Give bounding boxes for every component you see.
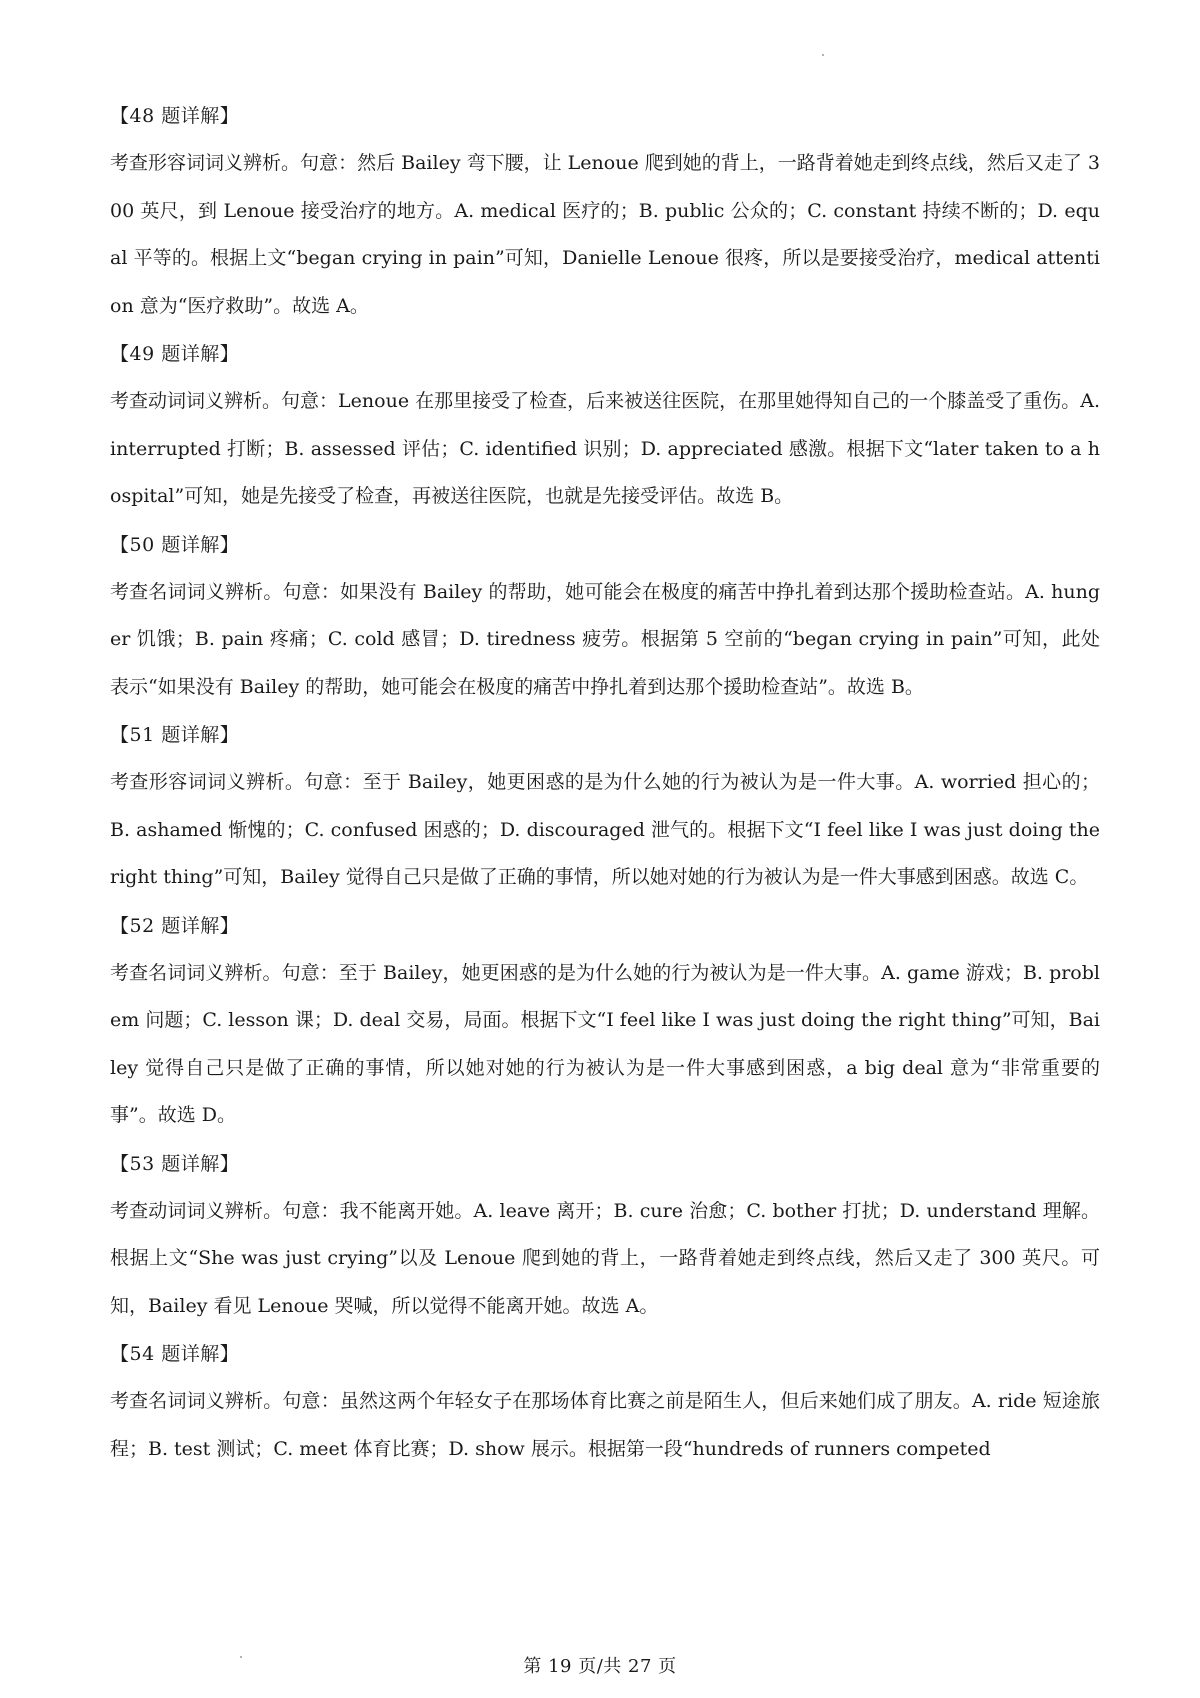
explanation-49	[110, 330, 1100, 521]
section-heading: 【51 题详解】	[110, 724, 240, 746]
section-heading: 【50 题详解】	[110, 533, 240, 556]
scan-speck	[822, 54, 824, 56]
section-text: 考查形容词词义辨析。句意：至于 Bailey，她更困惑的是为什么她的行为被认为是一件大事。A. worried 担心的；B. ashamed 惭愧的；C. confused 困惑的；D. discouraged 泄气的。根据下文“I feel like I was just doing the right thing”可知，Bailey 觉得自己只是做了正确的事情，所以她对她的行为被认为是一件大事感到困惑。故选 C。	[110, 771, 1100, 888]
explanation-52	[110, 902, 1100, 1140]
section-text: 考查名词词义辨析。句意：至于 Bailey，她更困惑的是为什么她的行为被认为是一件大事。A. game 游戏；B. problem 问题；C. lesson 课；D. deal 交易，局面。根据下文“I feel like I was just doing the right thing”可知，Bailey 觉得自己只是做了正确的事情，所以她对她的行为被认为是一件大事感到困惑，a big deal 意为“非常重要的事”。故选 D。	[110, 961, 1100, 1126]
section-text: 考查名词词义辨析。句意：如果没有 Bailey 的帮助，她可能会在极度的痛苦中挣扎着到达那个援助检查站。A. hunger 饥饿；B. pain 疼痛；C. cold 感冒；D. tiredness 疲劳。根据第 5 空前的“began crying in pain”可知，此处表示“如果没有 Bailey 的帮助，她可能会在极度的痛苦中挣扎着到达那个援助检查站”。故选 B。	[110, 580, 1100, 698]
section-heading: 【49 题详解】	[110, 343, 240, 365]
explanation-51	[110, 711, 1100, 902]
explanation-50	[110, 521, 1100, 712]
section-heading: 【53 题详解】	[110, 1152, 240, 1175]
explanation-48	[110, 92, 1100, 330]
explanation-54	[110, 1330, 1100, 1473]
section-text: 考查动词词义辨析。句意：Lenoue 在那里接受了检查，后来被送往医院，在那里她得知自己的一个膝盖受了重伤。A. interrupted 打断；B. assessed 评估；C. identified 识别；D. appreciated 感激。根据下文“later taken to a hospital”可知，她是先接受了检查，再被送往医院，也就是先接受评估。故选 B。	[110, 390, 1100, 507]
section-text: 考查形容词词义辨析。句意：然后 Bailey 弯下腰，让 Lenoue 爬到她的背上，一路背着她走到终点线，然后又走了 300 英尺，到 Lenoue 接受治疗的地方。A. medical 医疗的；B. public 公众的；C. constant 持续不断的；D. equal 平等的。根据上文“began crying in pain”可知，Danielle Lenoue 很疼，所以是要接受治疗，medical attention 意为“医疗救助”。故选 A。	[110, 152, 1100, 317]
section-text: 考查名词词义辨析。句意：虽然这两个年轻女子在那场体育比赛之前是陌生人，但后来她们成了朋友。A. ride 短途旅程；B. test 测试；C. meet 体育比赛；D. show 展示。根据第一段“hundreds of runners competed	[110, 1390, 1100, 1460]
section-heading: 【48 题详解】	[110, 105, 240, 127]
page-number-footer: 第 19 页/共 27 页	[523, 1656, 677, 1677]
section-heading: 【52 题详解】	[110, 914, 240, 937]
section-heading: 【54 题详解】	[110, 1343, 240, 1365]
explanation-53	[110, 1140, 1100, 1331]
answer-explanations	[110, 92, 1100, 1473]
section-text: 考查动词词义辨析。句意：我不能离开她。A. leave 离开；B. cure 治愈；C. bother 打扰；D. understand 理解。根据上文“She was just crying”以及 Lenoue 爬到她的背上，一路背着她走到终点线，然后又走了 300 英尺。可知，Bailey 看见 Lenoue 哭喊，所以觉得不能离开她。故选 A。	[110, 1199, 1100, 1317]
